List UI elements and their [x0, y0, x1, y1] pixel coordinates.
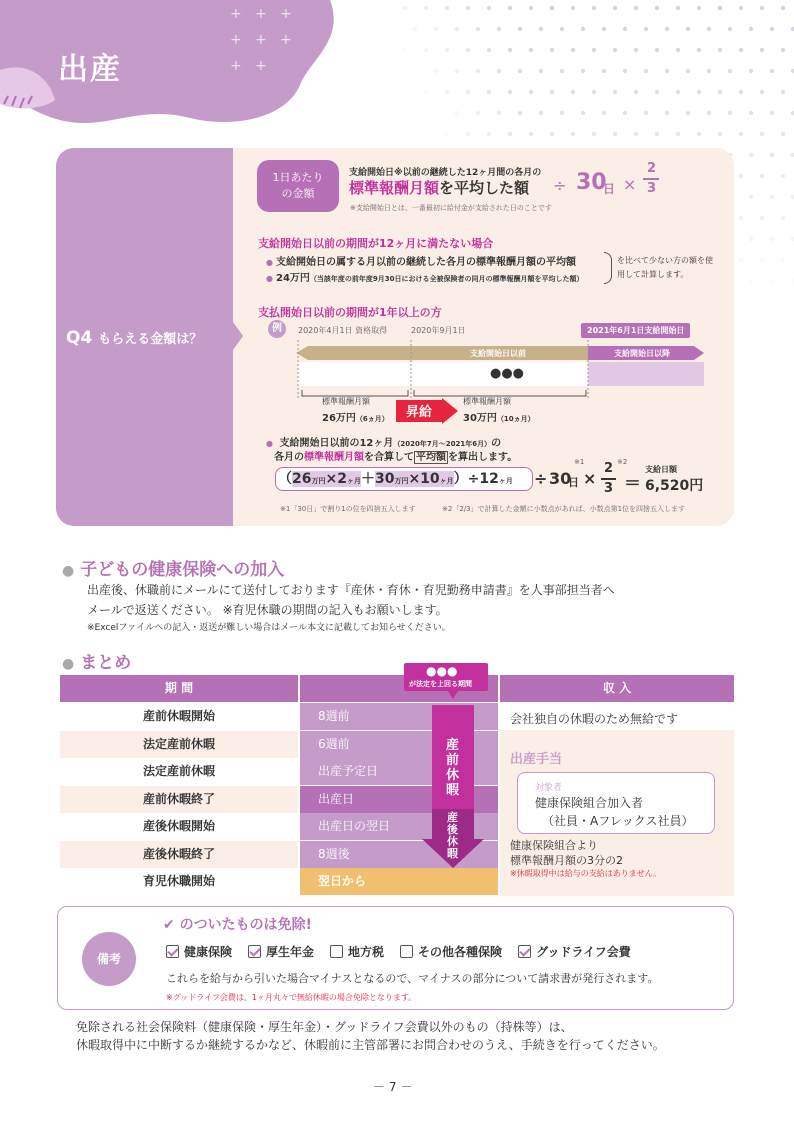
calc-frac-num: 2: [604, 461, 614, 476]
expr-open: （: [278, 471, 292, 487]
expr-plus: ＋: [360, 471, 375, 487]
expr-x10: ×10: [408, 471, 440, 487]
calc-line2a: 各月の: [274, 452, 304, 463]
row-timing: 翌日から: [300, 868, 498, 895]
row-period: 育児休職開始: [60, 868, 298, 895]
under12-title: 支給開始日以前の期間が12ヶ月に満たない場合: [258, 237, 494, 250]
expr-div12: ）÷12: [453, 471, 499, 487]
over1y-title: 支払開始日以前の期間が1年以上の方: [258, 306, 442, 319]
days-unit: 日: [603, 182, 616, 196]
salary2-label: 標準報酬月額: [463, 397, 511, 406]
expr-26: 26: [292, 471, 312, 487]
calc-line2c: を合算して: [364, 452, 414, 463]
date-2: 2020年9月1日: [411, 326, 466, 335]
footer-line2: 休暇取得中に中断するか継続するかなど、休暇前に主管部署にお問合わせのうえ、手続きを行ってください。: [76, 1038, 665, 1052]
expr-month1: ヶ月: [346, 477, 361, 485]
remarks-item: [518, 945, 631, 959]
child-note: ※Excelファイルへの記入・返送が難しい場合はメール本文に記載してお知らせください。: [87, 623, 451, 633]
child-body1: 出産後、休職前にメールにて送付しております『産休・育休・育児勤務申請書』を人事部担当者へ: [87, 583, 615, 597]
header-decoration: [0, 0, 360, 130]
calc-line2: [274, 448, 517, 463]
remarks-item: [330, 945, 384, 959]
target-label: 対象者: [535, 783, 563, 793]
frac-line: [643, 178, 659, 180]
under12-item2-sub: （当該年度の前年度9月30日における全被保険者の同月の標準報酬月額を平均した額）: [309, 275, 584, 283]
calc-30: 30: [549, 469, 572, 488]
footer-line1: 免除される社会保険料（健康保険・厚生年金）・グッドライフ会費以外のもの（持株等）は、: [76, 1020, 573, 1034]
remarks-item-label: 地方税: [348, 945, 385, 959]
foot-note1: ※1「30日」で割り1の位を四捨五入します: [280, 505, 416, 513]
expr-term2: [375, 471, 454, 487]
section-summary: [62, 648, 131, 673]
result-label: 支給日額: [645, 465, 677, 474]
calc-line2e: を算出します。: [448, 452, 518, 463]
badge-line1: 1日あたり: [272, 171, 324, 184]
under12-item2: [266, 269, 584, 284]
balloon-sub: が法定を上回る期間: [409, 680, 472, 688]
checkbox-checked-icon: [518, 945, 531, 958]
salary1-months: （6ヵ月）: [355, 415, 389, 423]
remarks-item: [166, 945, 232, 959]
frac-num: 2: [647, 161, 657, 176]
expr-month2: ヶ月: [439, 477, 454, 485]
calc-line1a: 支給開始日以前の12ヶ月: [279, 438, 394, 449]
row-timing: 出産予定日: [300, 758, 498, 785]
days-number: 30: [576, 170, 607, 195]
checkbox-checked-icon: [248, 945, 261, 958]
raise-label: 昇給: [406, 405, 433, 420]
expr-unit2: 万円: [394, 477, 409, 485]
checkbox-empty-icon: [330, 945, 343, 958]
child-body2: メールで返送ください。 ※育児休職の期間の記入もお願いします。: [87, 603, 448, 617]
col-income: 収 入: [500, 675, 734, 702]
daily-amount-badge: [257, 160, 339, 212]
formula-note: ※支給開始日とは、一番最初に給付金が支給された日のことです: [350, 204, 552, 212]
income-from1: 健康保険組合より: [510, 839, 598, 852]
formula-rest: を平均した額: [439, 179, 530, 197]
svg-text:+: +: [230, 6, 242, 22]
calc-line2b: 標準報酬月額: [304, 452, 364, 463]
calc-line1c: の: [491, 438, 502, 449]
salary1-value: 26万円: [322, 413, 356, 424]
checkbox-checked-icon: [166, 945, 179, 958]
remarks-item-label: グッドライフ会費: [536, 945, 631, 959]
remarks-items: [166, 943, 647, 960]
row-period: 法定産前休暇: [60, 758, 298, 785]
q4-pointer: [233, 322, 243, 350]
salary1: [322, 409, 389, 424]
calc-line2d: 平均額: [416, 452, 446, 463]
row-period: 法定産前休暇: [60, 731, 298, 758]
badge-line2: の金額: [281, 187, 315, 200]
calc-div: ÷: [534, 469, 548, 488]
section-child-insurance: [62, 555, 284, 580]
remarks-title: [163, 914, 312, 934]
date-1: 2020年4月1日 資格取得: [298, 326, 388, 335]
q4-question: もらえる金額は？: [98, 332, 203, 347]
calc-equals: ＝: [624, 474, 641, 494]
formula-top: 支給開始日※以前の継続した12ヶ月間の各月の: [349, 168, 542, 178]
divide-sign: ÷: [553, 176, 567, 195]
calc-line1b: （2020年7月〜2021年6月）: [393, 440, 492, 448]
svg-text:+: +: [280, 6, 292, 22]
calc-frac-den: 3: [604, 481, 614, 496]
calc-line1: [266, 434, 501, 449]
calc-expression: [275, 467, 533, 491]
remarks-body: これらを給与から引いた場合マイナスとなるので、マイナスの部分について請求書が発行されます。: [166, 972, 659, 985]
svg-text:+: +: [255, 6, 267, 22]
row-timing: 6週前: [300, 731, 498, 758]
salary1-label: 標準報酬月額: [322, 397, 370, 406]
star1: ※1: [574, 458, 585, 466]
result-value: 6,520円: [645, 478, 704, 494]
remarks-item: [248, 945, 314, 959]
section-heading: 子どもの健康保険への加入: [80, 560, 285, 580]
page-title: 出産: [58, 52, 122, 87]
remarks-title-text: のついたものは免除!: [179, 917, 312, 933]
formula-highlight: 標準報酬月額: [349, 179, 440, 197]
section-heading: まとめ: [80, 653, 132, 673]
bar-before-label: 支給開始日以前: [470, 349, 526, 358]
frac-den: 3: [647, 181, 657, 196]
salary2: [463, 409, 535, 424]
col-period: 期 間: [60, 675, 298, 702]
svg-text:+: +: [255, 58, 267, 74]
income-from2: 標準報酬月額の3分の2: [510, 854, 623, 867]
star2: ※2: [617, 458, 628, 466]
calc-times: ×: [583, 469, 597, 488]
balloon-title: ●●●: [426, 664, 458, 678]
svg-text:+: +: [230, 32, 242, 48]
income-title: 出産手当: [510, 752, 563, 767]
row-timing: 出産日: [300, 786, 498, 813]
row-period: 産前休暇開始: [60, 703, 298, 730]
calc-30-unit: 日: [568, 476, 579, 489]
expr-x2: ×2: [325, 471, 347, 487]
target-line1: 健康保険組合加入者: [535, 796, 644, 810]
svg-text:+: +: [280, 32, 292, 48]
expr-month3: ヶ月: [498, 477, 513, 485]
times-sign: ×: [623, 175, 637, 194]
row-period: 産後休暇開始: [60, 813, 298, 840]
checkbox-empty-icon: [400, 945, 413, 958]
calc-frac-line: [601, 478, 616, 480]
row-period: 産前休暇終了: [60, 786, 298, 813]
row-timing: 出産日の翌日: [300, 813, 498, 840]
expr-30: 30: [374, 471, 395, 487]
foot-note2: ※2「2/3」で計算した金額に小数点があれば、小数点第1位を四捨五入します: [442, 505, 686, 513]
under12-item1: ● 支給開始日の属する月以前の継続した各月の標準報酬月額の平均額: [266, 253, 576, 268]
example-tag: 例: [268, 320, 286, 338]
expr-term1: [292, 471, 361, 487]
q4-label: [66, 328, 202, 348]
income-note: ※休暇取得中は給与の支給はありません。: [510, 869, 662, 878]
remarks-item-label: その他各種保険: [418, 945, 503, 959]
expr-unit1: 万円: [311, 477, 326, 485]
remarks-badge: 備考: [82, 932, 136, 986]
svg-text:+: +: [230, 58, 242, 74]
remarks-item: [400, 945, 502, 959]
row-timing: 8週前: [300, 703, 498, 730]
table-header: [60, 675, 734, 702]
arrow-top-label: 産前休暇: [446, 738, 460, 798]
bar-mask: ●●●: [490, 366, 525, 381]
target-line2: （社員・Aフレックス社員）: [542, 814, 694, 828]
remarks-note: ※グッドライフ会費は、1ヶ月丸々で無給休暇の場合免除となります。: [166, 993, 417, 1002]
remarks-item-label: 厚生年金: [266, 945, 315, 959]
salary2-value: 30万円: [463, 413, 497, 424]
row-timing: 8週後: [300, 841, 498, 868]
page-number: － 7 －: [373, 1080, 413, 1094]
income-row1: 会社独自の休暇のため無給です: [510, 712, 679, 726]
bar-after-label: 支給開始日以降: [614, 349, 670, 358]
date-3: 2021年6月1日支給開始日: [581, 323, 690, 338]
arrow-bottom-label: 産後休暇: [447, 811, 458, 860]
svg-text:+: +: [255, 32, 267, 48]
section-bullet: ●: [62, 563, 75, 579]
check-icon: ✔: [163, 917, 180, 933]
brace: [604, 252, 612, 284]
remarks-item-label: 健康保険: [184, 945, 233, 959]
salary2-months: （10ヵ月）: [496, 415, 535, 423]
q4-number: Q4: [66, 328, 93, 348]
row-period: 産後休暇終了: [60, 841, 298, 868]
under12-side-note: を比べて少ない方の額を使用して計算します。: [617, 256, 713, 279]
formula-main: [349, 177, 529, 198]
section-bullet: ●: [62, 656, 75, 672]
under12-item2-main: ● 24万円: [266, 273, 310, 284]
